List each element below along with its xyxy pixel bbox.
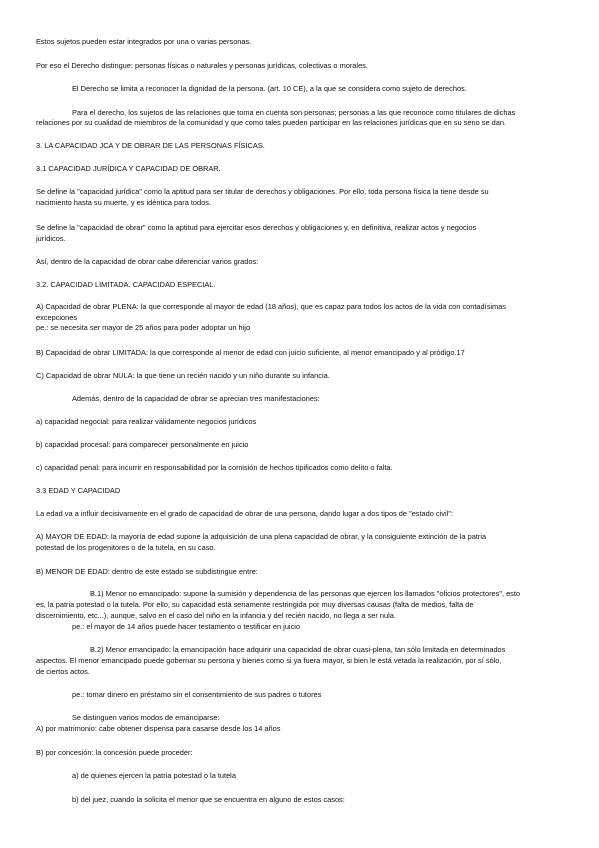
paragraph: discernimiento, etc...), aunque, salvo en el caso del niño en la infancia y del recién nacido, no llega a ser nula. <box>36 611 396 620</box>
paragraph: Así, dentro de la capacidad de obrar cabe diferenciar varios grados: <box>36 257 259 266</box>
section-heading: 3.1 CAPACIDAD JURÍDICA Y CAPACIDAD DE OBRAR. <box>36 164 221 173</box>
list-item: B) MENOR DE EDAD: dentro de este estado se subdistingue entre: <box>36 567 258 576</box>
list-item: A) por matrimonio: cabe obtener dispensa para casarse desde los 14 años <box>36 724 281 733</box>
paragraph: Además, dentro de la capacidad de obrar se aprecian tres manifestaciones: <box>72 394 320 403</box>
paragraph: jurídicos. <box>36 234 66 243</box>
example-note: pe.: tomar dinero en préstamo sin el consentimiento de sus padres o tutores <box>72 690 322 699</box>
list-item: potestad de los progenitores o de la tutela, en su caso. <box>36 543 216 552</box>
list-item: B) por concesión: la concesión puede proceder: <box>36 748 193 757</box>
paragraph: de ciertos actos. <box>36 667 90 676</box>
list-item: c) capacidad penal: para incurrir en responsabilidad por la comisión de hechos tipificados como delito o falta. <box>36 463 393 472</box>
paragraph: B.2) Menor emancipado: la emancipación hace adquirir una capacidad de obrar cuasi-plena, tan sólo limitada en determinados <box>90 645 506 654</box>
list-item: b) capacidad procesal: para comparecer personalmente en juicio <box>36 440 249 449</box>
list-item: a) capacidad negocial: para realizar válidamente negocios jurídicos <box>36 417 257 426</box>
list-item: C) Capacidad de obrar NULA: la que tiene un recién nacido y un niño durante su infancia. <box>36 371 330 380</box>
list-item: A) Capacidad de obrar PLENA: la que corresponde al mayor de edad (18 años), que es capaz para todos los actos de la vida con contadísimas <box>36 302 506 311</box>
section-heading: 3.2. CAPACIDAD LIMITADA. CAPACIDAD ESPECIAL. <box>36 280 216 289</box>
paragraph: El Derecho se limita a reconocer la dignidad de la persona. (art. 10 CE), a la que se considera como sujeto de derechos. <box>72 84 467 93</box>
paragraph: La edad va a influir decisivamente en el grado de capacidad de obrar de una persona, dando lugar a dos tipos de "estado civil": <box>36 509 453 518</box>
paragraph: aspectos. El menor emancipado puede gobernar su persona y bienes como si ya fuera mayor, si bien le está vetada la realización, por sí sólo, <box>36 656 502 665</box>
list-item: excepciones <box>36 313 78 322</box>
paragraph: Se define la "capacidad de obrar" como la aptitud para ejercitar esos derechos y obligaciones y, en definitiva, realizar actos y negocios <box>36 223 477 232</box>
paragraph: Por eso el Derecho distingue: personas físicas o naturales y personas jurídicas, colectivas o morales. <box>36 61 368 70</box>
list-item: A) MAYOR DE EDAD: la mayoría de edad supone la adquisición de una plena capacidad de obrar, y la consiguiente extinción de la patria <box>36 532 487 541</box>
paragraph: B.1) Menor no emancipado: supone la sumisión y dependencia de las personas que ejercen los llamados "oficios protectores", esto <box>90 589 521 598</box>
section-heading: 3.3 EDAD Y CAPACIDAD <box>36 486 121 495</box>
paragraph: Se define la "capacidad jurídica" como la aptitud para ser titular de derechos y obligaciones. Por ello, toda persona física la tiene desde su <box>36 187 489 196</box>
list-item: a) de quienes ejercen la patria potestad o la tutela <box>72 771 236 780</box>
section-heading: 3. LA CAPACIDAD JCA Y DE OBRAR DE LAS PERSONAS FÍSICAS. <box>36 141 265 150</box>
example-note: pe.: el mayor de 14 años puede hacer testamento o testificar en juicio <box>72 622 301 631</box>
paragraph: es, la patria potestad o la tutela. Por ello, su capacidad está seriamente restringida por muy diversas causas (falta de medios, falta de <box>36 600 474 609</box>
list-item: b) del juez, cuando la solicita el menor que se encuentra en alguno de estos casos: <box>72 795 345 804</box>
example-note: pe.: se necesita ser mayor de 25 años para poder adoptar un hijo <box>36 323 251 332</box>
paragraph: Se distinguen varios modos de emanciparse: <box>72 713 220 722</box>
paragraph: nacimiento hasta su muerte, y es idéntica para todos. <box>36 198 212 207</box>
paragraph: Estos sujetos pueden estar integrados por una o varias personas. <box>36 37 252 46</box>
paragraph: relaciones por su cualidad de miembros de la comunidad y que como tales pueden participar en las relaciones jurídicas que en su seno se dan. <box>36 118 506 127</box>
list-item: B) Capacidad de obrar LIMITADA: la que corresponde al menor de edad con juicio suficiente, al menor emancipado y al pródigo.17 <box>36 348 465 357</box>
paragraph: Para el derecho, los sujetos de las relaciones que toma en cuenta son personas; personas a las que reconoce como titulares de dichas <box>72 108 516 117</box>
